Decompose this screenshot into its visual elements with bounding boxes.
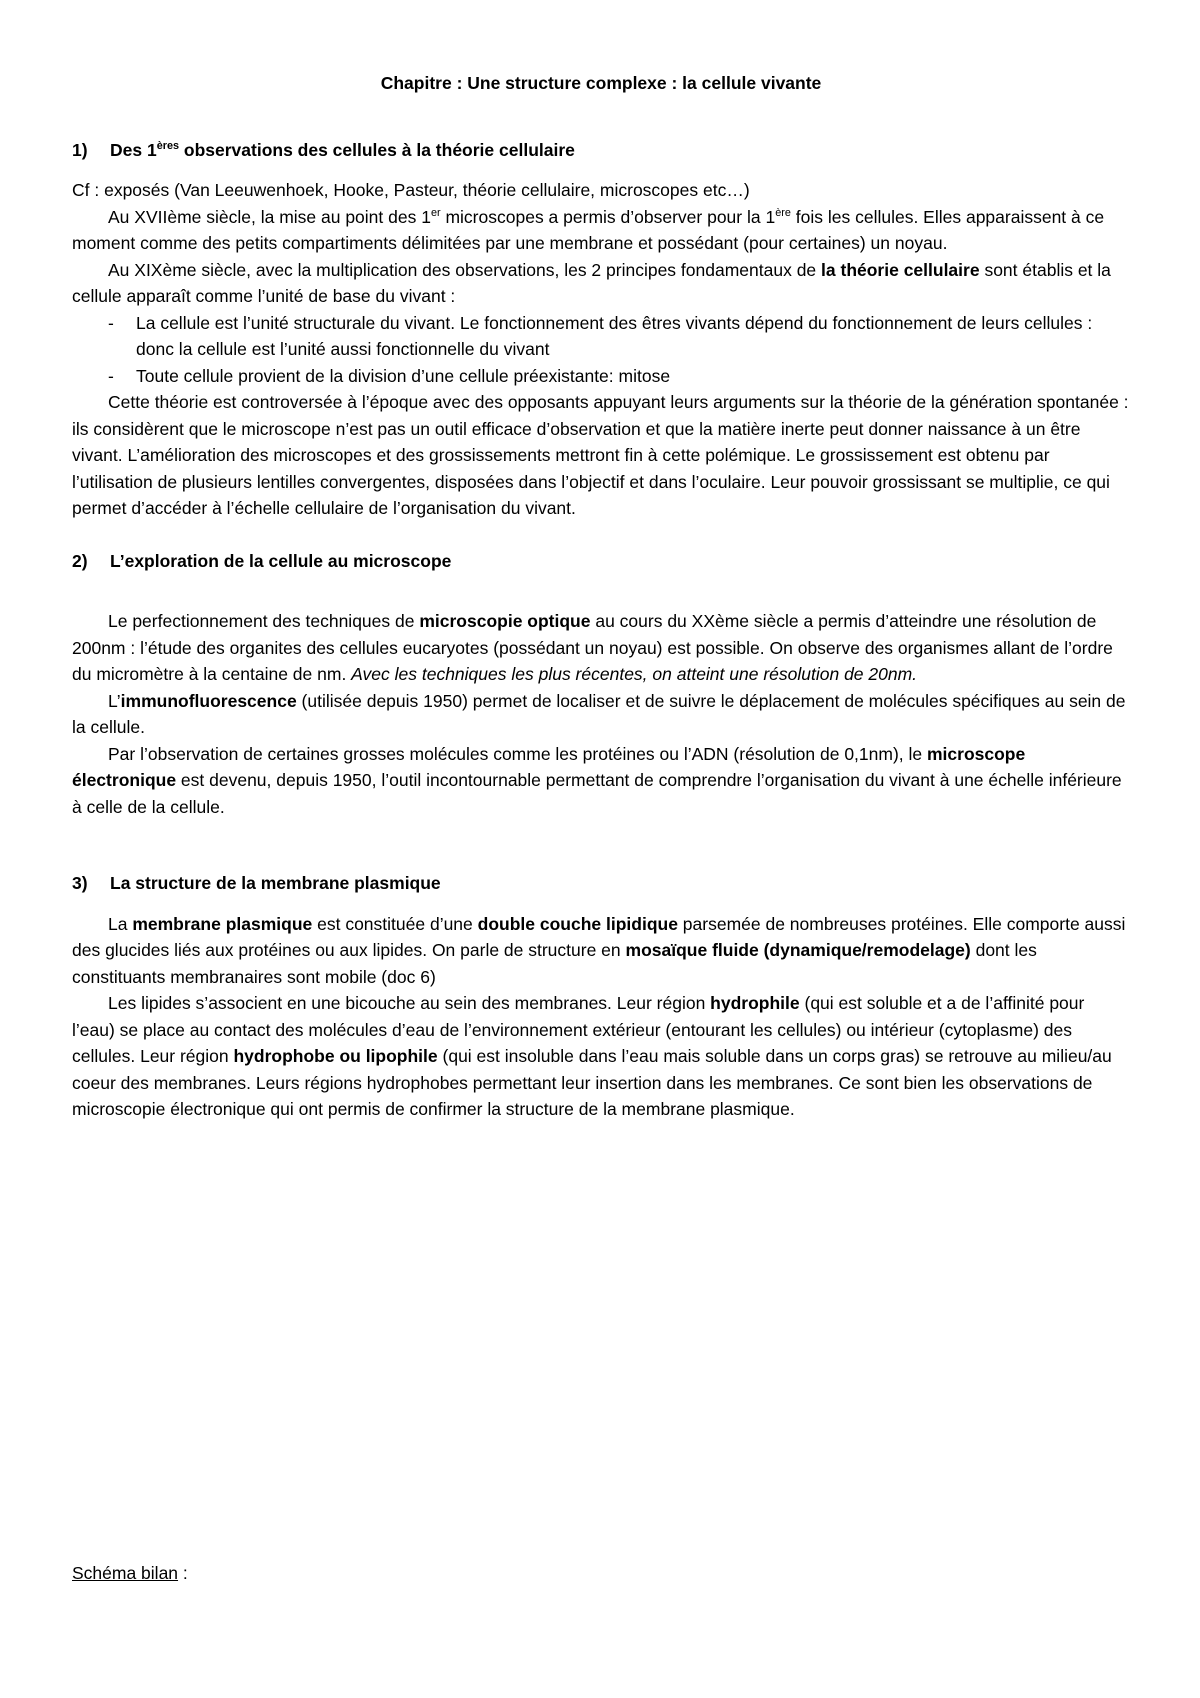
section-1-heading <box>72 137 1130 164</box>
text-run: dont les constituants membranaires sont mobile (doc 6) <box>72 940 1037 987</box>
heading-superscript: ères <box>156 139 180 152</box>
text-run: parsemée de nombreuses protéines. Elle comporte aussi des glucides liés aux protéines ou aux lipides. On parle de structure en <box>72 913 1126 960</box>
text-run: est constituée d’une <box>312 913 478 934</box>
heading-text: Des 1 <box>110 139 157 160</box>
bold-term: mosaïque fluide (dynamique/remodelage) <box>625 940 971 960</box>
paragraph: Cette théorie est controversée à l’époque avec des opposants appuyant leurs arguments sur la théorie de la génération spontanée : ils considèrent que le microscope n’est pas un outil efficace d’observation et que la matière inerte peut donner naissance à un être vivant. L’amélioration des microscopes et des grossissements mettront fin à cette polémique. Le grossissement est obtenu par l’utilisation de plusieurs lentilles convergentes, disposées dans l’objectif et dans l’oculaire. Leur pouvoir grossissant se multiplie, ce qui permet d’accéder à l’échelle cellulaire de l’organisation du vivant. <box>72 392 1129 518</box>
section-number: 2) <box>72 550 88 571</box>
text-run: au cours du XXème siècle a permis d’atteindre une résolution de 200nm : l’étude des organites des cellules eucaryotes (possédant un noyau) est possible. On observe des organismes allant de l’ordre du micromètre à la centaine de nm. <box>72 611 1113 684</box>
section-3-heading <box>72 870 1130 897</box>
text-run: Les lipides s’associent en une bicouche au sein des membranes. Leur région <box>108 993 711 1013</box>
bold-term: double couche lipidique <box>477 913 678 934</box>
paragraph <box>72 204 1130 257</box>
list-item: - Toute cellule provient de la division d’une cellule préexistante: mitose <box>108 363 1130 390</box>
page-title: Chapitre : Une structure complexe : la cellule vivante <box>380 73 822 93</box>
principles-list <box>72 310 1130 390</box>
section-2-heading <box>72 548 1130 575</box>
italic-text: Avec les techniques les plus récentes, on atteint une résolution de 20nm. <box>351 664 918 684</box>
paragraph <box>72 688 1130 741</box>
superscript: er <box>430 206 441 219</box>
paragraph <box>72 608 1130 688</box>
section-number: 3) <box>72 873 88 893</box>
section-number: 1) <box>72 139 88 160</box>
text-run: fois les cellules. Elles apparaissent à ce moment comme des petits compartiments délimitées par une membrane et possédant (pour certaines) un noyau. <box>72 206 1105 253</box>
text-run: (qui est insoluble dans l’eau mais soluble dans un corps gras) se retrouve au milieu/au coeur des membranes. Leurs régions hydrophobes permettant leur insertion dans les membranes. Ce sont bien les observations de microscopie électronique qui ont permis de confirmer la structure de la membrane plasmique. <box>72 1046 1112 1119</box>
summary-label-suffix: : <box>178 1563 188 1583</box>
text-run: microscopes a permis d’observer pour la 1 <box>440 206 776 227</box>
paragraph <box>72 911 1130 991</box>
text-run: Au XIXème siècle, avec la multiplication des observations, les 2 principes fondamentaux de <box>108 259 822 280</box>
text-run: Par l’observation de certaines grosses molécules comme les protéines ou l’ADN (résolution de 0,1nm), le <box>108 743 927 764</box>
document-body <box>72 70 1130 1123</box>
text-run: sont établis et la cellule apparaît comme l’unité de base du vivant : <box>72 259 1111 306</box>
paragraph <box>72 990 1130 1123</box>
paragraph <box>72 257 1130 310</box>
bold-term: immunofluorescence <box>120 690 297 711</box>
text-run: L’ <box>108 690 121 711</box>
bold-term: microscopie optique <box>419 611 591 631</box>
text-run: Au XVIIème siècle, la mise au point des 1 <box>108 206 431 227</box>
list-item: - La cellule est l’unité structurale du vivant. Le fonctionnement des êtres vivants dépend du fonctionnement de leurs cellules : donc la cellule est l’unité aussi fonctionnelle du vivant <box>108 310 1130 363</box>
bold-term: la théorie cellulaire <box>821 259 980 280</box>
bold-term: hydrophobe ou lipophile <box>233 1046 438 1066</box>
superscript: ère <box>775 206 791 219</box>
heading-text: La structure de la membrane plasmique <box>110 873 441 893</box>
paragraph <box>72 741 1130 821</box>
summary-label: Schéma bilan <box>72 1563 179 1583</box>
bold-term: microscope électronique <box>72 743 1026 790</box>
bold-term: hydrophile <box>710 993 800 1013</box>
text-run: est devenu, depuis 1950, l’outil incontournable permettant de comprendre l’organisation du vivant à une échelle inférieure à celle de la cellule. <box>72 770 1122 817</box>
reference-line: Cf : exposés (Van Leeuwenhoek, Hooke, Pasteur, théorie cellulaire, microscopes etc…) <box>72 180 750 200</box>
text-run: (qui est soluble et a de l’affinité pour l’eau) se place au contact des molécules d’eau de l’environnement extérieur (entourant les cellules) ou intérieur (cytoplasme) des cellules. Leur région <box>72 993 1085 1066</box>
text-run: (utilisée depuis 1950) permet de localiser et de suivre le déplacement de molécules spécifiques au sein de la cellule. <box>72 690 1126 737</box>
text-run: Le perfectionnement des techniques de <box>108 611 420 631</box>
text-run: La <box>108 913 133 934</box>
heading-text: observations des cellules à la théorie cellulaire <box>179 139 575 160</box>
bold-term: membrane plasmique <box>132 913 313 934</box>
heading-text: L’exploration de la cellule au microscope <box>110 550 452 571</box>
summary-diagram-label <box>72 1560 188 1587</box>
